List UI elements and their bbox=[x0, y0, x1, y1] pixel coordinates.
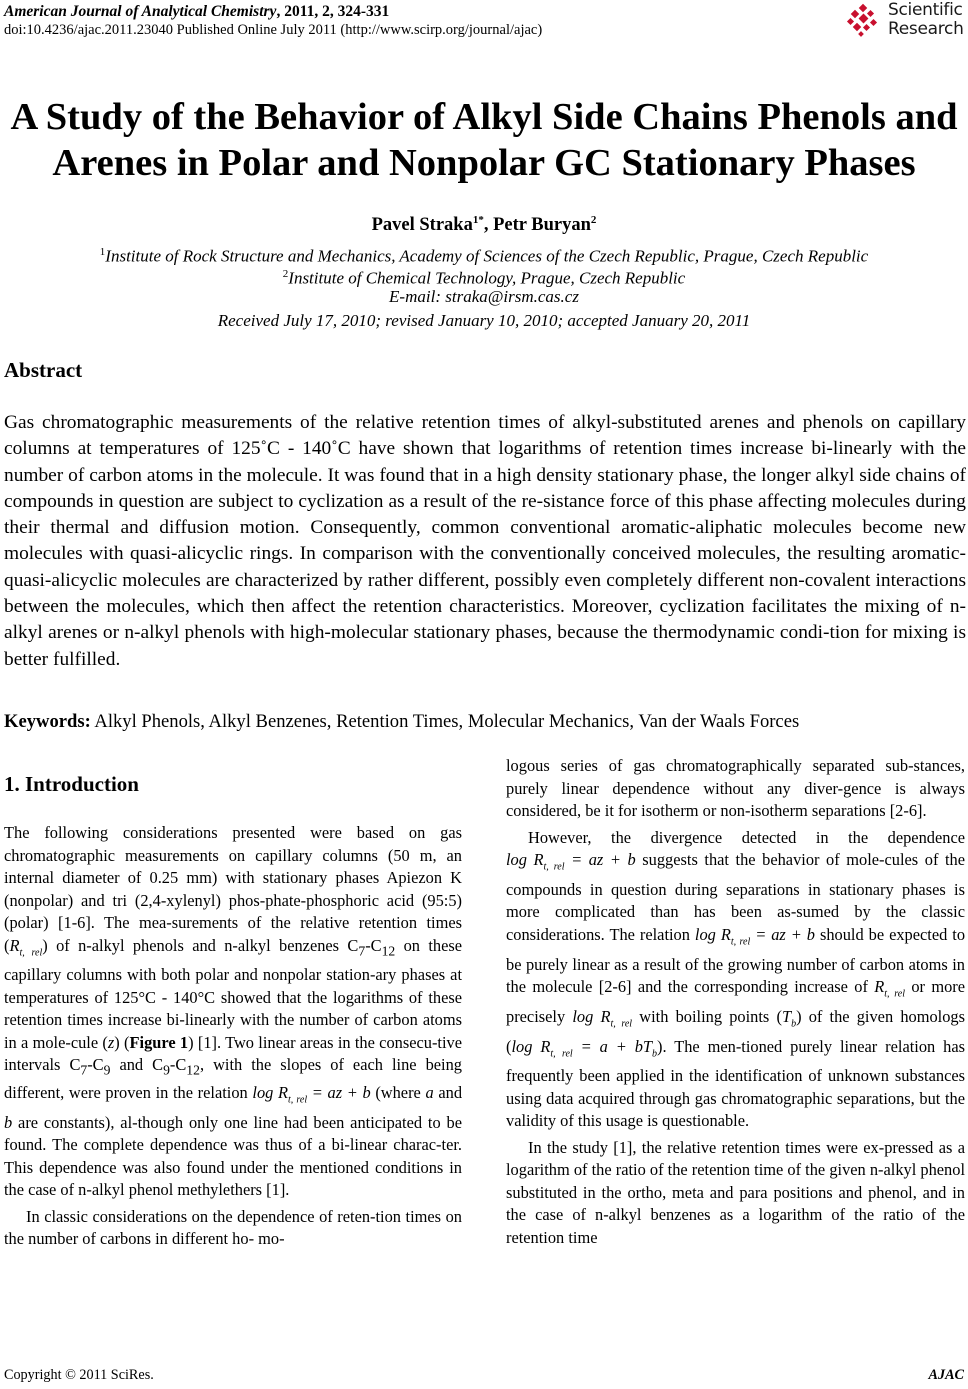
math-rhs: = az + b bbox=[750, 924, 815, 944]
intro-paragraph-4: In the study [1], the relative retention times were ex-pressed as a logarithm of the ratio of the retention time of the given n-alkyl phenol substituted in the ortho, meta and para positions and phenol, and in the case of n-alkyl benzenes as a logarithm of the ratio of the retention time bbox=[506, 1137, 965, 1247]
author-name: Pavel Straka bbox=[371, 215, 473, 236]
text-run: or more precisely bbox=[506, 977, 965, 1026]
text-run: , with the slopes of each line being different, were proven in the relation bbox=[4, 1055, 462, 1103]
publisher-line-2: Research bbox=[888, 19, 964, 39]
text-run: ) of the given homologs ( bbox=[506, 1006, 965, 1056]
right-column bbox=[506, 755, 965, 1249]
title-line-2: Arenes in Polar and Nonpolar GC Stationary Phases bbox=[52, 142, 916, 184]
math-equation bbox=[252, 1083, 371, 1106]
math-subscript: b bbox=[652, 1047, 658, 1059]
abstract-heading: Abstract bbox=[4, 358, 83, 382]
math-subscript: t, rel bbox=[19, 946, 43, 958]
subscript: 7 bbox=[80, 1062, 88, 1078]
math-r-trel bbox=[9, 935, 43, 958]
abstract-body bbox=[4, 410, 966, 673]
text-run: with boiling points ( bbox=[632, 1006, 782, 1026]
figure-reference-link[interactable]: Figure 1 bbox=[129, 1032, 189, 1052]
text-run: ) of n-alkyl phenols and n-alkyl benzenes C bbox=[42, 935, 359, 955]
text-run: However, the divergence detected in the dependence bbox=[528, 827, 965, 847]
math-symbol: R bbox=[278, 1083, 289, 1103]
math-symbol: R bbox=[600, 1006, 611, 1026]
math-equation bbox=[694, 924, 815, 948]
subscript: 12 bbox=[381, 942, 396, 958]
dates-line: Received July 17, 2010; revised January 10, 2010; accepted January 20, 2011 bbox=[217, 311, 751, 330]
math-subscript: t, rel bbox=[884, 988, 906, 1000]
author-separator: , bbox=[483, 215, 494, 236]
author-affiliation-mark: 2 bbox=[590, 214, 597, 226]
journal-abbreviation: AJAC bbox=[928, 1367, 964, 1383]
math-r-trel bbox=[874, 977, 906, 1000]
journal-volume: , 2011, 2, 324-331 bbox=[276, 3, 390, 20]
text-run: ). The men-tioned purely linear relation has frequently been applied in the identification of unknown substances using data acquired through gas chromatographic separations, but the validity of this usage is questionable. bbox=[506, 1036, 966, 1131]
math-log: log bbox=[694, 924, 721, 944]
author-list bbox=[0, 214, 968, 236]
subscript: 9 bbox=[103, 1062, 111, 1078]
text-run: should be expected to be purely linear as a result of the growing number of carbon atoms in the molecule [2-6] and the corresponding increase of bbox=[506, 924, 966, 997]
journal-citation bbox=[4, 2, 704, 21]
keywords-label: Keywords: bbox=[4, 711, 91, 732]
math-symbol: T bbox=[781, 1006, 792, 1026]
copyright-footer: Copyright © 2011 SciRes. bbox=[4, 1367, 154, 1383]
math-equation bbox=[511, 1036, 658, 1059]
author-affiliation-mark: 1* bbox=[472, 214, 484, 226]
math-log: log bbox=[511, 1036, 541, 1056]
math-rhs: = az + b bbox=[307, 1083, 371, 1103]
math-symbol: R bbox=[874, 977, 885, 997]
math-symbol: b bbox=[4, 1112, 13, 1132]
text-run: -C bbox=[87, 1055, 104, 1075]
math-rhs: = a + bT bbox=[572, 1036, 653, 1056]
math-log: log bbox=[572, 1006, 601, 1026]
email-address[interactable]: : straka@irsm.cas.cz bbox=[435, 287, 579, 306]
math-subscript: b bbox=[791, 1018, 797, 1030]
affiliation-number: 2 bbox=[282, 268, 289, 280]
abstract-paragraph: Gas chromatographic measurements of the relative retention times of alkyl-substituted arenes and phenols on capillary columns at temperatures of 125˚C - 140˚C have shown that logarithms of retention times increase bi-linearly with the number of carbon atoms in the molecule. It was found that in a high density stationary phase, the longer alkyl side chains of compounds in question are subject to cyclization as a result of the re-sistance force of this phase affecting molecules during their thermal and diffusion motion. Consequently, common conventional aromatic-aliphatic molecules become new molecules with quasi-alicyclic rings. In comparison with the conventionally conceived molecules, the resulting aromatic-quasi-alicyclic molecules are characterized by rather different, possibly even completely different non-covalent interactions between the molecules, which then affect the retention characteristics. Moreover, cyclization facilitates the mixing of n-alkyl arenes or n-alkyl phenols with high-molecular stationary phases, because the thermodynamic condi-tion for mixing is better fulfilled. bbox=[4, 412, 966, 670]
math-log-r bbox=[572, 1006, 633, 1030]
math-subscript: t, rel bbox=[550, 1047, 573, 1059]
title-line-1: A Study of the Behavior of Alkyl Side Chains Phenols and bbox=[10, 96, 958, 138]
math-symbol: R bbox=[9, 935, 20, 955]
doi-line: doi:10.4236/ajac.2011.23040 Published Online July 2011 (http://www.scirp.org/journal/ajac) bbox=[4, 22, 543, 38]
text-run: -C bbox=[365, 935, 382, 955]
subscript: 9 bbox=[163, 1062, 170, 1078]
text-run: and C bbox=[110, 1055, 164, 1075]
math-symbol: R bbox=[720, 924, 731, 944]
text-run: (where bbox=[370, 1083, 426, 1103]
text-run: The following considerations presented were based on gas chromatographic measurements on capillary columns (50 m, an internal diameter of 0.25 mm) with stationary phases Apiezon K (nonpolar) and tri (2,4-xylenyl) phos-phate-phosphoric acid (95:5) (polar) [1-6]. The mea-surements of the relative retention times ( bbox=[4, 823, 462, 955]
intro-paragraph-2-continued: logous series of gas chromatographically separated sub-stances, purely linear dependence without any diver-gence is always considered, be it for isotherm or non-isotherm separations [2-6]. bbox=[506, 756, 965, 820]
math-subscript: t, rel bbox=[610, 1018, 633, 1030]
math-log: log bbox=[506, 850, 534, 869]
publisher-name bbox=[888, 1, 964, 39]
math-symbol: a bbox=[425, 1083, 434, 1103]
math-subscript: t, rel bbox=[543, 861, 565, 873]
text-run: -C bbox=[169, 1055, 187, 1075]
text-run: are constants), al-though only one line had been anticipated to be found. The complete dependence was thus of a bi-linear charac-ter. This dependence was also found under the mentioned conditions in the case of n-alkyl phenol methylethers [1]. bbox=[4, 1112, 462, 1200]
math-symbol: z bbox=[107, 1032, 115, 1052]
intro-paragraph-3 bbox=[506, 827, 965, 1133]
text-run: on these capillary columns with both polar and nonpolar station-ary phases at temperatures of 125°C - 140°C showed that the logarithms of these retention times increase bi-linearly with the number of carbon atoms in a mole-cule ( bbox=[4, 935, 463, 1052]
affiliation-text: Institute of Rock Structure and Mechanics, Academy of Sciences of the Czech Republic, Prague, Czech Republic bbox=[105, 246, 869, 266]
left-column bbox=[4, 822, 462, 1251]
journal-header bbox=[4, 2, 704, 40]
math-equation bbox=[506, 850, 636, 873]
publisher-logo bbox=[846, 0, 968, 42]
journal-name: American Journal of Analytical Chemistry bbox=[4, 3, 277, 20]
email-label: E-mail bbox=[389, 287, 436, 306]
text-run: ) [1]. Two linear areas in the consecu-tive intervals C bbox=[4, 1032, 462, 1075]
math-rhs: = az + b bbox=[564, 850, 636, 869]
text-run: suggests that the behavior of mole-cules of the compounds in question during separations in stationary phases is more complicated than has been as-sumed by the classic considerations. The relation bbox=[506, 850, 965, 944]
publisher-line-1: Scientific bbox=[888, 0, 963, 20]
subscript: 12 bbox=[186, 1062, 200, 1078]
math-subscript: t, rel bbox=[730, 936, 751, 948]
email-line bbox=[0, 286, 968, 308]
math-subscript: t, rel bbox=[288, 1094, 308, 1106]
subscript: 7 bbox=[358, 942, 366, 958]
keywords-line bbox=[4, 711, 966, 733]
keywords-text: Alkyl Phenols, Alkyl Benzenes, Retention Times, Molecular Mechanics, Van der Waals Forces bbox=[90, 711, 800, 732]
article-title bbox=[0, 94, 968, 186]
scientific-research-logo-icon bbox=[846, 3, 882, 39]
affiliation-text: Institute of Chemical Technology, Prague, Czech Republic bbox=[288, 268, 686, 288]
math-symbol: R bbox=[533, 850, 544, 869]
text-run: ) ( bbox=[114, 1032, 130, 1052]
math-symbol: R bbox=[540, 1036, 551, 1056]
affiliation-number: 1 bbox=[99, 246, 106, 258]
math-tb bbox=[781, 1006, 797, 1030]
section-heading-introduction: 1. Introduction bbox=[4, 772, 139, 796]
intro-paragraph-1 bbox=[4, 822, 462, 1202]
author-name: Petr Buryan bbox=[493, 215, 591, 236]
math-log: log bbox=[252, 1083, 278, 1103]
text-run: and bbox=[433, 1083, 463, 1103]
intro-paragraph-2: In classic considerations on the dependence of reten-tion times on the number of carbons in different ho- mo- bbox=[4, 1206, 462, 1249]
